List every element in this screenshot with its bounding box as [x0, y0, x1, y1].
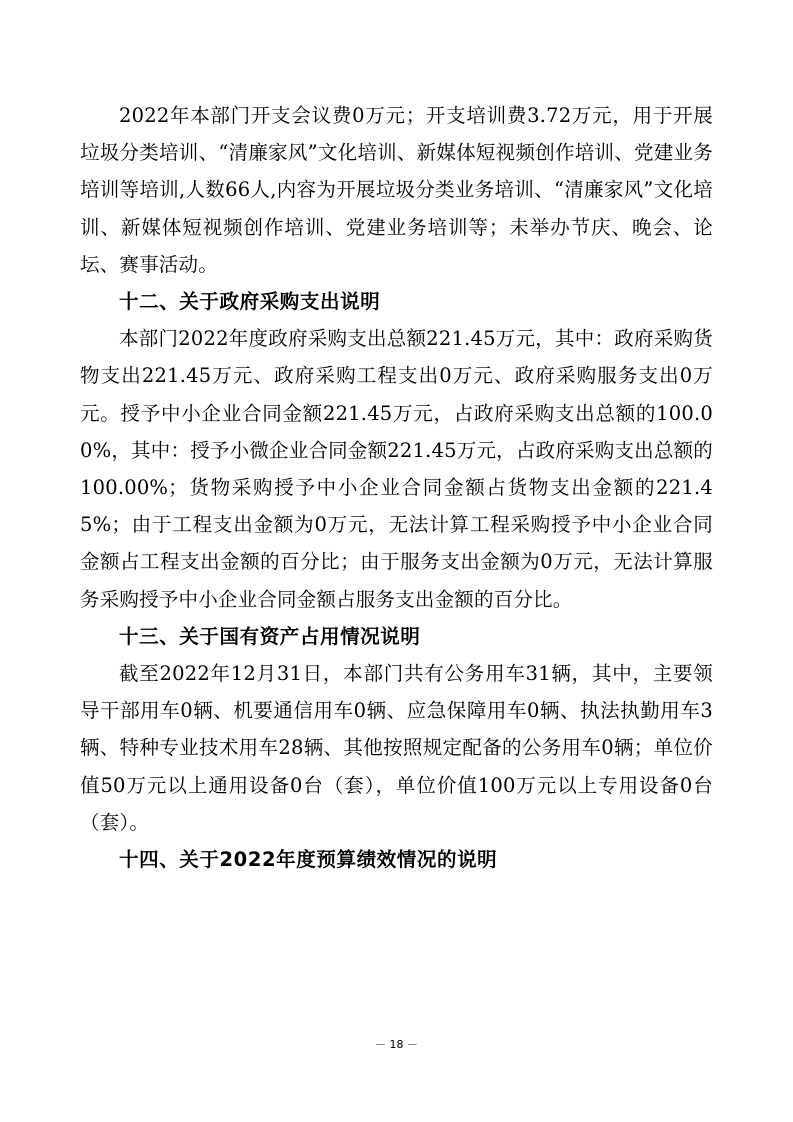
page-number: － 18 －: [375, 1038, 418, 1051]
section-heading-state-assets: 十三、关于国有资产占用情况说明: [119, 624, 421, 648]
paragraph-state-assets: 截至2022年12月31日，本部门共有公务用车31辆，其中，主要领导干部用车0辆、机要通信用车0辆、应急保障用车0辆、执法执勤用车3辆、特种专业技术用车28辆、其他按照规定配备的公务用车0辆；单位价值50万元以上通用设备0台（套），单位价值100万元以上专用设备0台（套）。: [80, 662, 713, 834]
page-content: [80, 97, 713, 878]
paragraph-meeting-training-fees: 2022年本部门开支会议费0万元；开支培训费3.72万元，用于开展垃圾分类培训、“清廉家风”文化培训、新媒体短视频创作培训、党建业务培训等培训,人数66人,内容为开展垃圾分类业务培训、“清廉家风”文化培训、新媒体短视频创作培训、党建业务培训等；未举办节庆、晚会、论坛、赛事活动。: [80, 104, 713, 276]
section-heading-government-procurement: 十二、关于政府采购支出说明: [119, 290, 381, 314]
paragraph-government-procurement: 本部门2022年度政府采购支出总额221.45万元，其中：政府采购货物支出221.45万元、政府采购工程支出0万元、政府采购服务支出0万元。授予中小企业合同金额221.45万元，占政府采购支出总额的100.00%，其中：授予小微企业合同金额221.45万元，占政府采购支出总额的100.00%；货物采购授予中小企业合同金额占货物支出金额的221.45%；由于工程支出金额为0万元，无法计算工程采购授予中小企业合同金额占工程支出金额的百分比；由于服务支出金额为0万元，无法计算服务采购授予中小企业合同金额占服务支出金额的百分比。: [80, 327, 713, 611]
section-heading-budget-performance: 十四、关于2022年度预算绩效情况的说明: [119, 848, 498, 872]
